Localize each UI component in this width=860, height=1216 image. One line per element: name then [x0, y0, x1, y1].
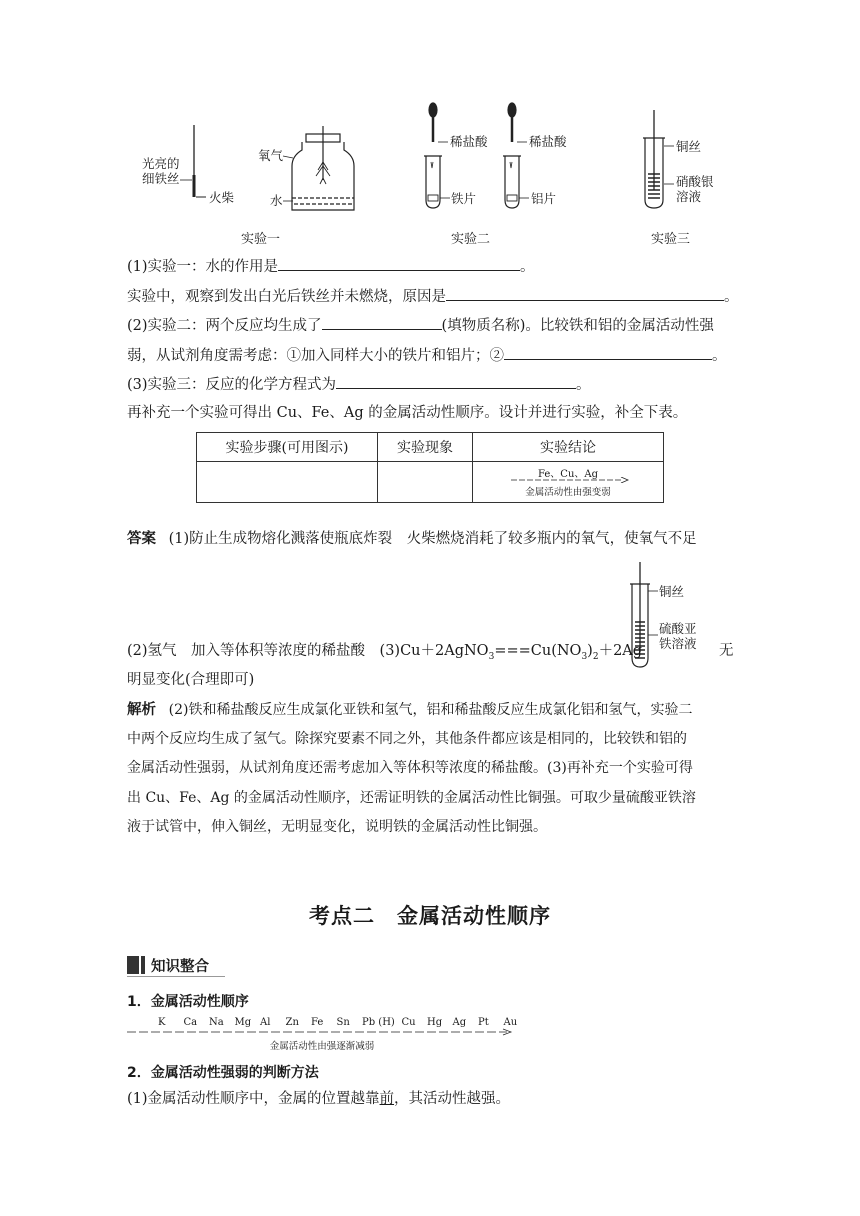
experiment-table [196, 432, 664, 503]
metal-symbol: Ag [452, 1017, 467, 1028]
answer-line-2-end: 无 [719, 643, 734, 659]
question-1a: (1)实验一：水的作用是 。 [127, 256, 535, 277]
metal-symbol: Ca [183, 1017, 198, 1028]
test-tube-copper-drawing [643, 110, 674, 208]
table-cell-phenomenon[interactable] [378, 462, 473, 503]
knowledge-tag: 知识整合 [127, 955, 209, 975]
metal-symbol: K [158, 1017, 166, 1028]
heading-1: 1．金属活动性顺序 [127, 994, 249, 1010]
table-cell-conclusion [473, 462, 664, 503]
answer-label-ferrous-sulfate: 硫酸亚 铁溶液 [659, 621, 697, 651]
answer-line-3: 明显变化(合理即可) [127, 672, 255, 688]
activity-series-arrow [127, 1028, 517, 1036]
question-2b: 弱，从试剂角度需考虑：①加入同样大小的铁片和铝片；② 。 [127, 345, 727, 366]
question-1b: 实验中，观察到发出白光后铁丝并未燃烧，原因是 。 [127, 286, 739, 307]
answer-line-1: 答案 (1)防止生成物熔化溅落使瓶底炸裂 火柴燃烧消耗了较多瓶内的氧气，使氧气不足 [127, 531, 697, 547]
metal-symbol: Zn [285, 1017, 299, 1028]
caption-exp-3: 实验三 [651, 232, 691, 247]
label-iron-wire: 光亮的 细铁丝 [142, 156, 180, 186]
analysis-line: 中两个反应均生成了氢气。除探究要素不同之外，其他条件都应该是相同的，比较铁和铝的 [127, 731, 687, 747]
table-header-row [197, 433, 664, 462]
conclusion-metals: Fe、Cu、Ag [537, 469, 599, 480]
label-acid-1: 稀盐酸 [450, 134, 488, 149]
caption-exp-1: 实验一 [241, 232, 281, 247]
analysis-label: 解析 [127, 702, 156, 718]
analysis-line: 液于试管中，伸入铜丝，无明显变化，说明铁的金属活动性比铜强。 [127, 819, 547, 835]
caption-exp-2: 实验二 [451, 232, 491, 247]
metal-symbol: Cu [401, 1017, 416, 1028]
emphasis-front: 前 [379, 1091, 395, 1107]
metal-symbol: Pt [478, 1017, 489, 1028]
answer-label: 答案 [127, 531, 156, 547]
blank-1a[interactable] [278, 256, 520, 271]
gas-jar-drawing [283, 126, 354, 210]
table-row [197, 462, 664, 503]
section-title: 考点二 金属活动性顺序 [309, 904, 551, 928]
label-copper-wire: 铜丝 [676, 139, 702, 154]
conclusion-caption: 金属活动性由强变弱 [525, 487, 611, 498]
activity-series [127, 1017, 517, 1053]
metal-symbol: Mg [234, 1017, 252, 1028]
table-cell-steps[interactable] [197, 462, 378, 503]
metal-symbol: Sn [336, 1017, 350, 1028]
label-iron-plate: 铁片 [451, 191, 477, 206]
analysis-line: 出 Cu、Fe、Ag 的金属活动性顺序，还需证明铁的金属活动性比铜强。可取少量硫酸亚铁溶 [127, 790, 696, 806]
test-tube-iron-drawing [424, 103, 450, 208]
tag-underline [127, 976, 225, 977]
table-header: 实验步骤(可用图示) [197, 433, 378, 462]
label-match: 火柴 [209, 190, 235, 205]
label-acid-2: 稀盐酸 [529, 134, 567, 149]
blank-2b[interactable] [504, 345, 712, 360]
metal-symbol: Hg [427, 1017, 443, 1028]
label-water: 水 [270, 193, 283, 208]
answer-label-copper: 铜丝 [659, 584, 685, 599]
paragraph-1: (1)金属活动性顺序中，金属的位置越靠前，其活动性越强。 [127, 1091, 511, 1107]
blank-3a[interactable] [336, 374, 576, 389]
label-oxygen: 氧气 [258, 148, 284, 163]
metal-symbol: Al [260, 1017, 271, 1028]
metal-symbol: Na [209, 1017, 224, 1028]
activity-series-metals [127, 1017, 517, 1029]
test-tube-aluminum-drawing [503, 103, 529, 208]
blank-2a[interactable] [322, 315, 442, 330]
metal-symbol: Au [503, 1017, 518, 1028]
metal-symbol: Pb (H) [362, 1017, 395, 1028]
heading-2: 2．金属活动性强弱的判断方法 [127, 1065, 319, 1081]
metal-symbol: Fe [311, 1017, 324, 1028]
answer-line-2: (2)氢气 加入等体积等浓度的稀盐酸 $(3)Cu+2AgNO_3===Cu(NO_3)_2+2Ag$ [127, 643, 643, 662]
blank-1b[interactable] [446, 286, 724, 301]
question-3a: (3)实验三：反应的化学方程式为 。 [127, 374, 591, 395]
label-aluminum-plate: 铝片 [531, 191, 557, 206]
label-silver-nitrate: 硝酸银 溶液 [676, 174, 714, 204]
table-header: 实验现象 [378, 433, 473, 462]
question-3b: 再补充一个实验可得出 Cu、Fe、Ag 的金属活动性顺序。设计并进行实验，补全下表。 [127, 405, 688, 421]
tag-marker-icon [141, 956, 145, 974]
conclusion-arrow [511, 477, 629, 483]
iron-wire-drawing [180, 125, 206, 197]
question-2a: (2)实验二：两个反应均生成了 (填物质名称)。比较铁和铝的金属活动性强 [127, 315, 714, 336]
analysis-line: 金属活动性强弱，从试剂角度还需考虑加入等体积等浓度的稀盐酸。(3)再补充一个实验可得 [127, 760, 693, 776]
tag-marker-icon [127, 956, 139, 974]
table-header: 实验结论 [473, 433, 664, 462]
activity-series-caption: 金属活动性由强逐渐减弱 [269, 1041, 375, 1052]
analysis-line: 解析 (2)铁和稀盐酸反应生成氯化亚铁和氢气，铝和稀盐酸反应生成氯化铝和氢气，实验二 [127, 702, 693, 718]
